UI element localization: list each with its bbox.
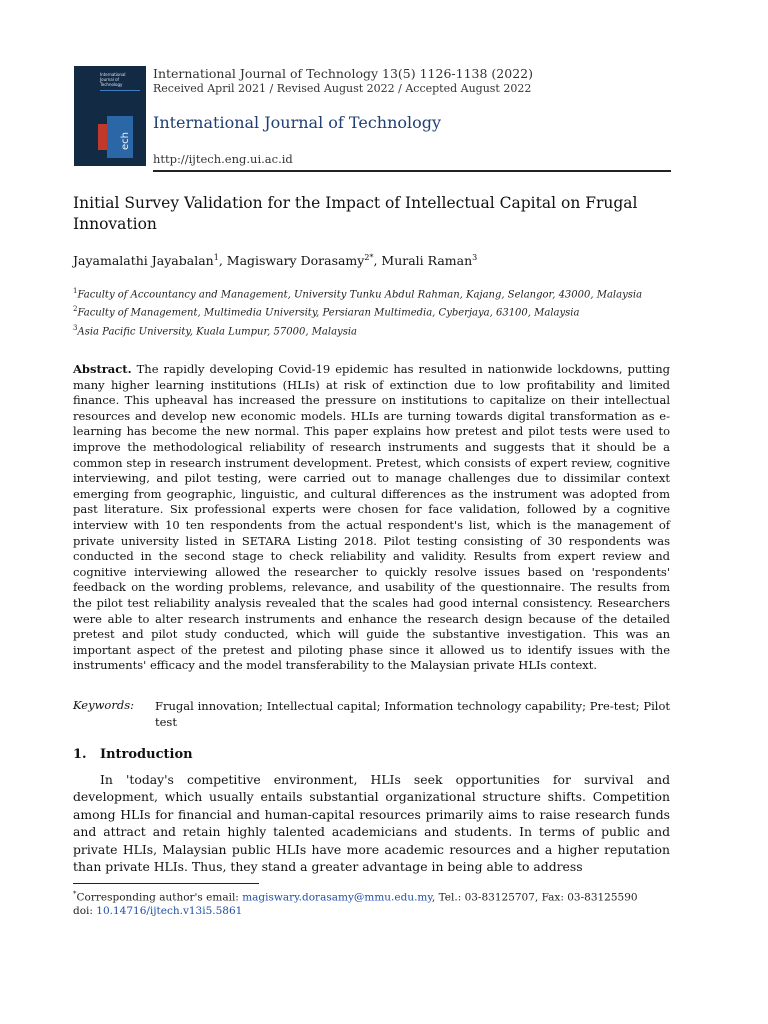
author-mark: 3: [472, 253, 478, 262]
abstract: [73, 362, 670, 674]
author-mark: 2*: [364, 253, 374, 262]
author-name: Murali Raman: [381, 253, 473, 269]
submission-dates: Received April 2021 / Revised August 2022 / Accepted August 2022: [153, 82, 532, 95]
author-separator: ,: [218, 253, 227, 269]
section-title: Introduction: [100, 747, 193, 762]
paper-title: Initial Survey Validation for the Impact of Intellectual Capital on Frugal Innovation: [73, 194, 638, 233]
journal-citation: International Journal of Technology 13(5) 1126-1138 (2022): [153, 66, 533, 81]
doi-label: doi:: [73, 905, 97, 917]
corresponding-author-note: [73, 890, 638, 904]
abstract-text: The rapidly developing Covid-19 epidemic has resulted in nationwide lockdowns, putting many higher learning institutions (HLIs) at risk of extinction due to low profitability and limited finance. This upheaval has increased the pressure on institutions to capitalize on their intellectual resources and develop new economic models. HLIs are turning towards digital transformation as e-learning has become the new normal. This paper explains how pretest and pilot tests were used to improve the methodological reliability of research instruments and suggests that it should be a common step in research instrument development. Pretest, which consists of expert review, cognitive interviewing, and pilot testing, were carried out to manage challenges due to dissimilar context emerging from geographic, linguistic, and cultural differences as the instrument was adopted from past literature. Six professional experts were chosen for face validation, followed by a cognitive interview with 10 ten respondents from the actual respondent's list, which is the management of private university listed in SETARA Listing 2018. Pilot testing consisting of 30 respondents was conducted in the second stage to check reliability and validity. Results from expert review and cognitive interviewing allowed the researcher to quickly resolve issues based on 'respondents' feedback on the wording problems, relevance, and usability of the questionnaire. The results from the pilot test reliability analysis revealed that the scales had good internal consistency. Researchers were able to alter research instruments and enhance the research design because of the detailed pretest and pilot study conducted, which will guide the substantive investigation. This was an important aspect of the pretest and piloting phase since it allowed us to identify issues with the instruments' efficacy and the model transferability to the Malaysian private HLIs context.: [73, 362, 671, 673]
journal-cover-image: [74, 66, 146, 166]
contact-numbers: , Tel.: 03-83125707, Fax: 03-83125590: [431, 891, 638, 904]
header-divider: [153, 170, 671, 172]
cover-title: International Journal of Technology: [100, 72, 126, 87]
author-list: [73, 253, 477, 268]
cover-divider: [100, 90, 140, 91]
author-name: Magiswary Dorasamy: [226, 253, 365, 269]
footnote-mark: *: [73, 890, 77, 898]
email-link[interactable]: magiswary.dorasamy@mmu.edu.my: [242, 891, 432, 904]
doi-link[interactable]: 10.14716/ijtech.v13i5.5861: [96, 905, 243, 917]
affiliation-item: $^3$Asia Pacific University, Kuala Lumpur, 57000, Malaysia: [73, 323, 357, 337]
footnote-divider: [73, 883, 259, 884]
journal-url[interactable]: http://ijtech.eng.ui.ac.id: [153, 152, 293, 166]
introduction-paragraph: In 'today's competitive environment, HLIs seek opportunities for survival and development, which usually entails substantial organizational structure shifts. Competition among HLIs for financial and human-capital resources primarily aims to raise research funds and attract and retain highly talented academicians and students. In terms of public and private HLIs, Malaysian public HLIs have more academic resources and a higher reputation than private HLIs. Thus, they stand a greater advantage in being able to address: [73, 772, 670, 875]
doi-line: [73, 905, 242, 917]
author-mark: 1: [213, 253, 219, 262]
affiliation-list: [73, 284, 642, 339]
keywords-text: Frugal innovation; Intellectual capital; Information technology capability; Pre-test; Pilot test: [155, 699, 670, 729]
abstract-label: Abstract.: [73, 362, 132, 376]
journal-name: International Journal of Technology: [153, 113, 442, 132]
affiliation-item: $^2$Faculty of Management, Multimedia University, Persiaran Multimedia, Cyberjaya, 63100, Malaysia: [73, 305, 580, 319]
email-label: Corresponding author's email:: [76, 891, 243, 904]
keywords-label: Keywords:: [73, 698, 134, 712]
section-number: 1.: [73, 747, 87, 762]
author-separator: ,: [373, 253, 382, 269]
cover-logo-text: ech: [120, 132, 131, 150]
author-name: Jayamalathi Jayabalan: [73, 253, 214, 269]
affiliation-item: $^1$Faculty of Accountancy and Management, University Tunku Abdul Rahman, Kajang, Selangor, 43000, Malaysia: [73, 287, 643, 301]
